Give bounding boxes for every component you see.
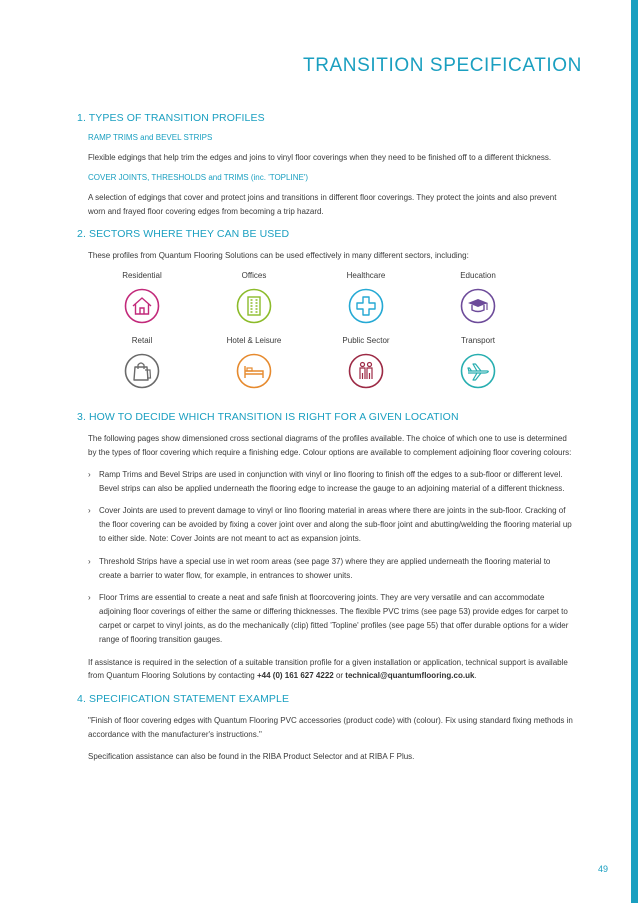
house-icon [124,288,160,324]
shopping-bag-icon [124,353,160,389]
medical-cross-icon [348,288,384,324]
bed-icon [236,353,272,389]
section-specification [77,693,574,763]
assistance-end: . [474,671,477,681]
main-content [77,112,574,774]
page-title: TRANSITION SPECIFICATION [302,55,582,76]
bullet-threshold-strips: › Threshold Strips have a special use in wet room areas (see page 37) where they are applied underneath the flooring material to create a barrier to water flow, for example, in entrances to shower units. [88,555,574,583]
sector-label: Offices [241,271,267,281]
assistance-paragraph [88,656,574,684]
support-email-link[interactable]: technical@quantumflooring.co.uk [345,671,475,681]
sector-label: Transport [461,336,495,346]
people-icon [348,353,384,389]
sector-residential [88,271,196,336]
sector-label: Hotel & Leisure [226,336,282,346]
sector-healthcare [312,271,420,336]
spec-note: Specification assistance can also be found in the RIBA Product Selector and at RIBA F Plus. [88,751,415,761]
sector-public [312,336,420,401]
sector-label: Retail [131,336,153,346]
graduation-cap-icon [460,288,496,324]
support-phone[interactable]: +44 (0) 161 627 4222 [256,671,334,681]
sector-education [424,271,532,336]
sector-label: Education [460,271,496,281]
cover-joints-text: A selection of edgings that cover and protect joins and transitions in different floor coverings. They protect the joints and also prevent worn and frayed floor covering edges from becoming a trip hazard. [88,192,557,216]
sector-label: Public Sector [342,336,390,346]
sectors-intro: These profiles from Quantum Flooring Solutions can be used effectively in many different sectors, including: [88,251,469,261]
office-building-icon [236,288,272,324]
sector-label: Residential [122,271,162,281]
airplane-icon [460,353,496,389]
sector-grid [88,271,574,401]
section-4-heading: 4. SPECIFICATION STATEMENT EXAMPLE [77,693,290,706]
assistance-text: If assistance is required in the selection of a suitable transition profile for a given installation or application, technical support is available from Quantum Flooring Solutions by contacting [88,657,568,681]
section-1-heading: 1. TYPES OF TRANSITION PROFILES [77,112,265,124]
bullet-floor-trims: › Floor Trims are essential to create a neat and safe finish at floorcovering joints. They are very versatile and can accommodate adjoining floor coverings of either the same or differing thicknesses. The flexible PVC trims (see page 53) provide edges for carpet to carpet or carpet to vinyl joints, as do the mechanically (clip) fitted 'Topline' profiles (see page 55) that offer durable options for a wider range of flooring transition gauges. [88,591,574,646]
bullet-ramp-trims: › Ramp Trims and Bevel Strips are used in conjunction with vinyl or lino flooring to finish off the edges to a sub-floor or different level. Bevel strips can also be applied underneath the flooring edge to increase the gauge to an adjoining material of a different thickness. [88,468,574,496]
assistance-or: or [333,671,346,681]
section-types [77,112,574,218]
section-3-heading: 3. HOW TO DECIDE WHICH TRANSITION IS RIGHT FOR A GIVEN LOCATION [77,411,459,424]
ramp-trims-subheading: RAMP TRIMS and BEVEL STRIPS [88,133,213,142]
sector-retail [88,336,196,401]
profile-bullet-list [88,468,574,647]
sector-hotel-leisure [200,336,308,401]
section-how-to-decide [77,411,574,683]
bullet-cover-joints: › Cover Joints are used to prevent damage to vinyl or lino flooring material in areas where there are joints in the sub-floor. Cracking of the floor covering can be avoided by fixing a cover joint over and along the sub-floor joint and abutting/welding the flooring material up to either side. Note: Cover Joints are not meant to act as expansion joints. [88,504,574,545]
decide-intro: The following pages show dimensioned cross sectional diagrams of the profiles available. The choice of which one to use is determined by the types of floor covering which require a finishing edge. Colour options are available to complement adjoining floor covering colours: [88,434,572,457]
sector-transport [424,336,532,401]
spec-quote: "Finish of floor covering edges with Quantum Flooring PVC accessories (product code) with (colour). Fix using standard fixing methods in accordance with the manufacturer's instructions." [88,716,573,739]
page-number: 49 [597,864,608,874]
edge-accent-bar [631,0,638,903]
ramp-trims-text: Flexible edgings that help trim the edges and joins to vinyl floor coverings when they need to be finished off to a different thickness. [88,153,552,162]
section-2-heading: 2. SECTORS WHERE THEY CAN BE USED [77,228,290,241]
sector-label: Healthcare [346,271,386,281]
cover-joints-subheading: COVER JOINTS, THRESHOLDS and TRIMS (inc. 'TOPLINE') [88,172,308,182]
section-sectors [77,228,574,401]
sector-offices [200,271,308,336]
